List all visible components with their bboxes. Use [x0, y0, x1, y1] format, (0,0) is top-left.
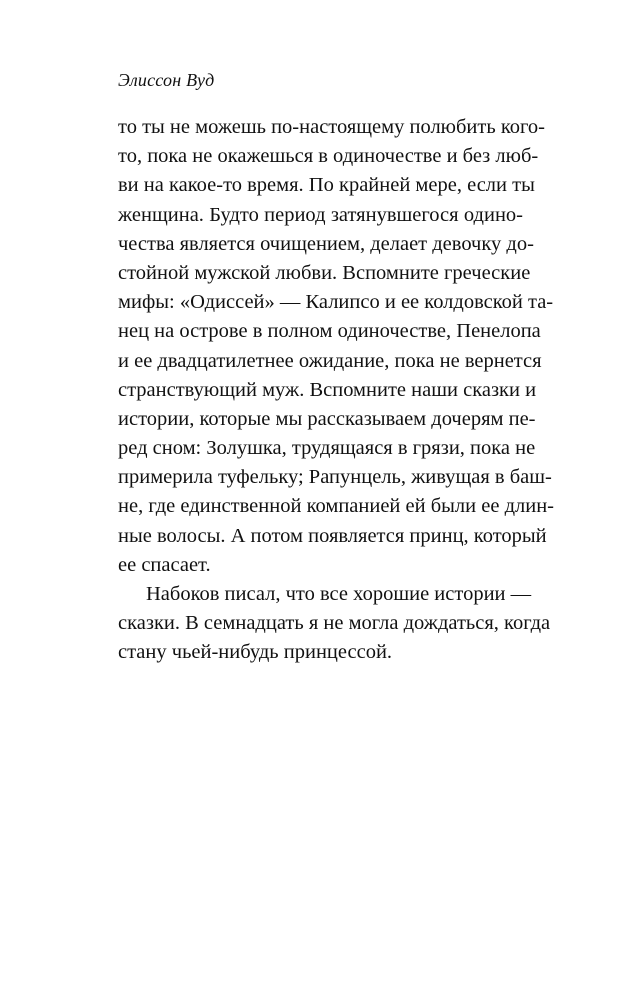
text-line: мифы: «Одиссей» — Калипсо и ее колдовской та- [118, 291, 554, 314]
text-line: ви на какое-то время. По крайней мере, если ты [118, 174, 535, 197]
text-line: ред сном: Золушка, трудящаяся в грязи, пока не [118, 437, 536, 460]
running-head-author: Элиссон Вуд [118, 70, 215, 90]
paragraph-1 [118, 113, 554, 580]
text-line: и ее двадцатилетнее ожидание, пока не вернется [118, 349, 542, 372]
text-line: странствующий муж. Вспомните наши сказки и [118, 378, 537, 401]
text-line: не, где единственной компанией ей были ее длин- [118, 495, 554, 518]
text-line: то, пока не окажешься в одиночестве и без люб- [118, 145, 539, 168]
text-line: Набоков писал, что все хорошие истории — [146, 583, 532, 605]
paragraph-2 [118, 580, 551, 668]
text-line: стану чьей-нибудь принцессой. [118, 641, 393, 664]
text-line: женщина. Будто период затянувшегося одино- [118, 203, 523, 226]
text-line: ее спасает. [118, 553, 211, 576]
body-text [118, 113, 554, 668]
text-line: нец на острове в полном одиночестве, Пенелопа [118, 320, 541, 343]
text-line: стойной мужской любви. Вспомните греческие [118, 261, 531, 284]
text-line: то ты не можешь по-настоящему полюбить кого- [118, 116, 545, 138]
text-line: примерила туфельку; Рапунцель, живущая в баш- [118, 466, 552, 489]
text-line: истории, которые мы рассказываем дочерям пе- [118, 407, 536, 430]
text-line: ные волосы. А потом появляется принц, который [118, 524, 547, 547]
text-line: сказки. В семнадцать я не могла дождаться, когда [118, 612, 551, 635]
text-line: чества является очищением, делает девочку до- [118, 232, 534, 255]
